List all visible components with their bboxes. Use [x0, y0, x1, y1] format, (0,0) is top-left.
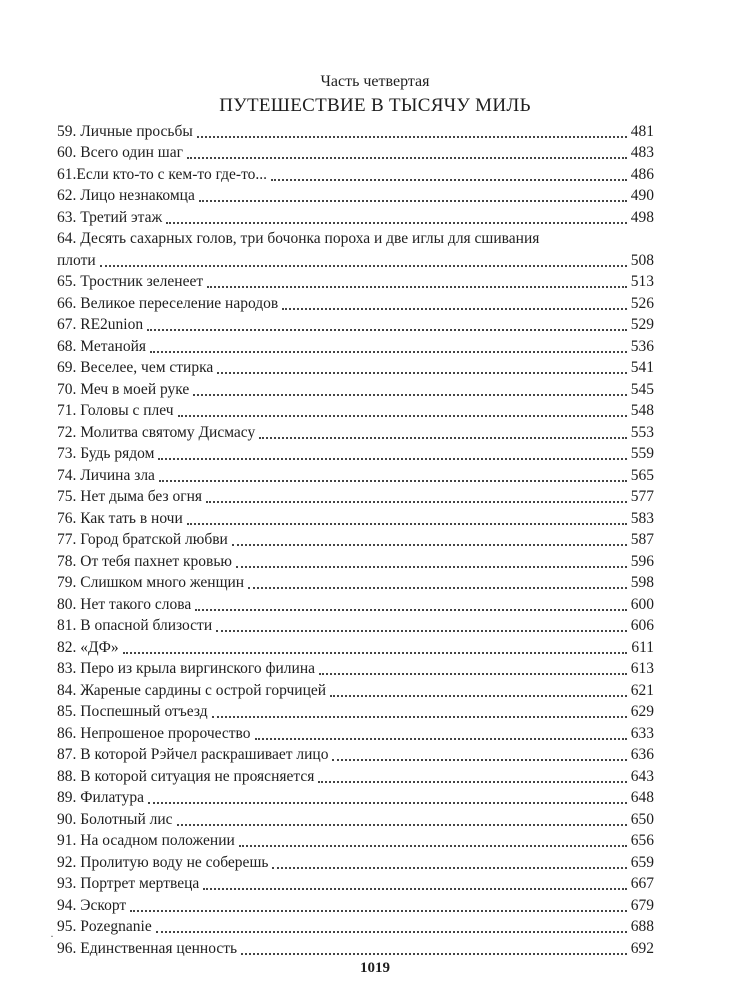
toc-entry-page: 659 [630, 853, 654, 871]
toc-entry-page: 529 [630, 316, 654, 333]
dot-leader [158, 454, 626, 460]
toc-entry-title: 82. «ДФ» [57, 638, 119, 656]
toc-entry-title: 91. На осадном положении [57, 832, 235, 849]
table-of-contents [57, 120, 654, 959]
dot-leader [197, 132, 627, 138]
toc-entry-page: 629 [630, 703, 654, 720]
toc-entry-title: 68. Метанойя [57, 337, 147, 355]
dot-leader [239, 841, 627, 847]
toc-entry-title: 70. Меч в моей руке [57, 380, 190, 398]
toc-entry-page: 613 [630, 660, 654, 677]
toc-entry-page: 633 [630, 724, 654, 742]
toc-entry-page: 667 [630, 875, 654, 892]
toc-entry [57, 937, 654, 959]
toc-entry [57, 550, 654, 572]
toc-entry-title: 65. Тростник зеленеет [57, 273, 204, 290]
dot-leader [156, 927, 627, 933]
toc-entry [57, 701, 654, 723]
toc-entry-title: 83. Перо из крыла виргинского филина [57, 660, 315, 677]
dot-leader [232, 540, 627, 546]
toc-entry-page: 621 [630, 681, 654, 699]
toc-entry-title: 73. Будь рядом [57, 445, 155, 462]
toc-entry [57, 572, 654, 594]
toc-entry-page: 611 [631, 638, 654, 656]
toc-entry [57, 443, 654, 465]
dot-leader [123, 648, 628, 654]
toc-entry-page: 481 [630, 122, 654, 140]
toc-entry-page: 643 [630, 767, 654, 785]
toc-entry [57, 636, 654, 658]
toc-entry-title: 66. Великое переселение народов [57, 294, 279, 312]
toc-entry-page: 513 [630, 273, 654, 290]
toc-entry-title: 77. Город братской любви [57, 531, 228, 548]
toc-entry-title: 89. Филатура [57, 789, 144, 806]
toc-entry-page: 688 [630, 918, 654, 935]
dot-leader [195, 605, 626, 611]
dot-leader [148, 798, 627, 804]
toc-entry-title: 75. Нет дыма без огня [57, 488, 203, 505]
toc-entry [57, 163, 654, 185]
toc-entry-title: 93. Портрет мертвеца [57, 875, 200, 892]
toc-entry-page: 545 [630, 380, 654, 398]
part-label: Часть четвертая [320, 73, 430, 90]
toc-entry-page: 541 [630, 359, 654, 376]
dot-leader [271, 175, 627, 181]
dot-leader [318, 777, 626, 783]
dot-leader [282, 304, 627, 310]
toc-entry-page: 553 [630, 423, 654, 441]
toc-entry-continuation [57, 249, 654, 271]
toc-entry-page: 583 [630, 509, 654, 527]
dot-leader [255, 734, 627, 740]
toc-entry [57, 421, 654, 443]
toc-entry [57, 722, 654, 744]
margin-mark: · [50, 929, 54, 943]
toc-entry-title: 87. В которой Рэйчел раскрашивает лицо [57, 746, 329, 763]
toc-entry-title: 95. Pozegnanie [57, 918, 152, 935]
page-number: 1019 [360, 960, 390, 976]
toc-entry-page: 548 [630, 402, 654, 419]
toc-entry-page: 486 [630, 165, 654, 183]
dot-leader [187, 153, 627, 159]
dot-leader [319, 669, 627, 675]
toc-entry [57, 292, 654, 314]
toc-entry-page: 656 [630, 832, 654, 849]
toc-entry-title: 60. Всего один шаг [57, 144, 183, 161]
toc-entry-page: 692 [630, 939, 654, 957]
dot-leader [150, 347, 627, 353]
dot-leader [259, 433, 627, 439]
toc-entry [57, 529, 654, 551]
toc-entry [57, 142, 654, 164]
toc-entry-page: 679 [630, 896, 654, 914]
toc-entry-page: 498 [630, 208, 654, 226]
toc-entry-title: 88. В которой ситуация не проясняется [57, 767, 315, 785]
toc-entry [57, 830, 654, 852]
toc-entry-page: 587 [630, 531, 654, 548]
toc-entry [57, 357, 654, 379]
toc-entry-title: 94. Эскорт [57, 896, 127, 914]
dot-leader [159, 476, 627, 482]
toc-entry-title: 96. Единственная ценность [57, 939, 238, 957]
toc-entry [57, 335, 654, 357]
toc-entry-title: 63. Третий этаж [57, 208, 163, 226]
toc-entry [57, 787, 654, 809]
dot-leader [217, 368, 626, 374]
toc-entry [57, 916, 654, 938]
toc-entry-page: 526 [630, 294, 654, 312]
toc-entry-title: 79. Слишком много женщин [57, 574, 245, 591]
toc-entry-page: 648 [630, 789, 654, 806]
toc-entry [57, 679, 654, 701]
dot-leader [216, 626, 627, 632]
toc-entry-page: 598 [630, 574, 654, 591]
toc-entry-title: 67. RE2union [57, 316, 144, 333]
toc-entry-page: 600 [630, 595, 654, 613]
toc-entry-page: 636 [630, 746, 654, 763]
toc-entry-title: 76. Как тать в ночи [57, 509, 183, 527]
toc-entry-title: 84. Жареные сардины с острой горчицей [57, 681, 327, 699]
toc-entry-title: 90. Болотный лис [57, 810, 173, 828]
toc-entry-page: 508 [630, 251, 654, 269]
toc-entry [57, 507, 654, 529]
toc-entry [57, 378, 654, 400]
dot-leader [330, 691, 627, 697]
toc-entry [57, 486, 654, 508]
toc-entry-page: 559 [630, 445, 654, 462]
toc-entry-page: 490 [630, 187, 654, 204]
dot-leader [332, 755, 626, 761]
toc-entry-title: 80. Нет такого слова [57, 595, 192, 613]
toc-entry-title: 69. Веселее, чем стирка [57, 359, 214, 376]
toc-entry-title: 72. Молитва святому Дисмасу [57, 423, 256, 441]
dot-leader [272, 863, 626, 869]
toc-entry [57, 185, 654, 207]
dot-leader [212, 712, 627, 718]
toc-entry [57, 808, 654, 830]
toc-entry-title: 78. От тебя пахнет кровью [57, 552, 232, 570]
toc-entry [57, 206, 654, 228]
dot-leader [130, 906, 627, 912]
dot-leader [193, 390, 626, 396]
toc-entry-page: 650 [630, 810, 654, 828]
toc-entry-title: 71. Головы с плеч [57, 402, 174, 419]
dot-leader [178, 411, 627, 417]
toc-entry [57, 228, 654, 250]
toc-entry-title: 62. Лицо незнакомца [57, 187, 195, 204]
dot-leader [199, 196, 627, 202]
toc-entry-page: 483 [630, 144, 654, 161]
toc-entry-page: 577 [630, 488, 654, 505]
toc-entry [57, 765, 654, 787]
dot-leader [187, 519, 627, 525]
toc-entry-title: 59. Личные просьбы [57, 122, 193, 140]
toc-entry-title: 81. В опасной близости [57, 617, 213, 634]
toc-entry [57, 400, 654, 422]
dot-leader [203, 884, 626, 890]
toc-entry-title-continuation: плоти [57, 251, 96, 269]
toc-entry-page: 606 [630, 617, 654, 634]
toc-entry-title: 86. Непрошеное пророчество [57, 724, 251, 742]
dot-leader [177, 820, 627, 826]
dot-leader [206, 497, 627, 503]
part-header [0, 72, 750, 118]
toc-entry [57, 851, 654, 873]
toc-entry [57, 873, 654, 895]
dot-leader [207, 282, 627, 288]
toc-entry-title: 85. Поспешный отъезд [57, 703, 208, 720]
toc-entry [57, 271, 654, 293]
toc-entry [57, 658, 654, 680]
toc-entry-page: 536 [630, 337, 654, 355]
toc-entry-title: 61.Если кто-то с кем-то где-то... [57, 165, 268, 183]
dot-leader [248, 583, 627, 589]
dot-leader [166, 218, 627, 224]
dot-leader [147, 325, 627, 331]
toc-entry-title: 74. Личина зла [57, 466, 155, 484]
toc-entry [57, 615, 654, 637]
toc-entry [57, 120, 654, 142]
toc-entry [57, 744, 654, 766]
dot-leader [236, 562, 627, 568]
toc-entry-title: 92. Пролитую воду не соберешь [57, 853, 269, 871]
toc-entry [57, 314, 654, 336]
part-title: ПУТЕШЕСТВИЕ В ТЫСЯЧУ МИЛЬ [219, 95, 531, 116]
dot-leader [100, 261, 627, 267]
toc-entry-page: 596 [630, 552, 654, 570]
toc-entry [57, 464, 654, 486]
toc-entry-title: 64. Десять сахарных голов, три бочонка пороха и две иглы для сшивания [57, 230, 540, 247]
dot-leader [241, 949, 627, 955]
toc-entry [57, 593, 654, 615]
toc-entry-page: 565 [630, 466, 654, 484]
toc-entry [57, 894, 654, 916]
